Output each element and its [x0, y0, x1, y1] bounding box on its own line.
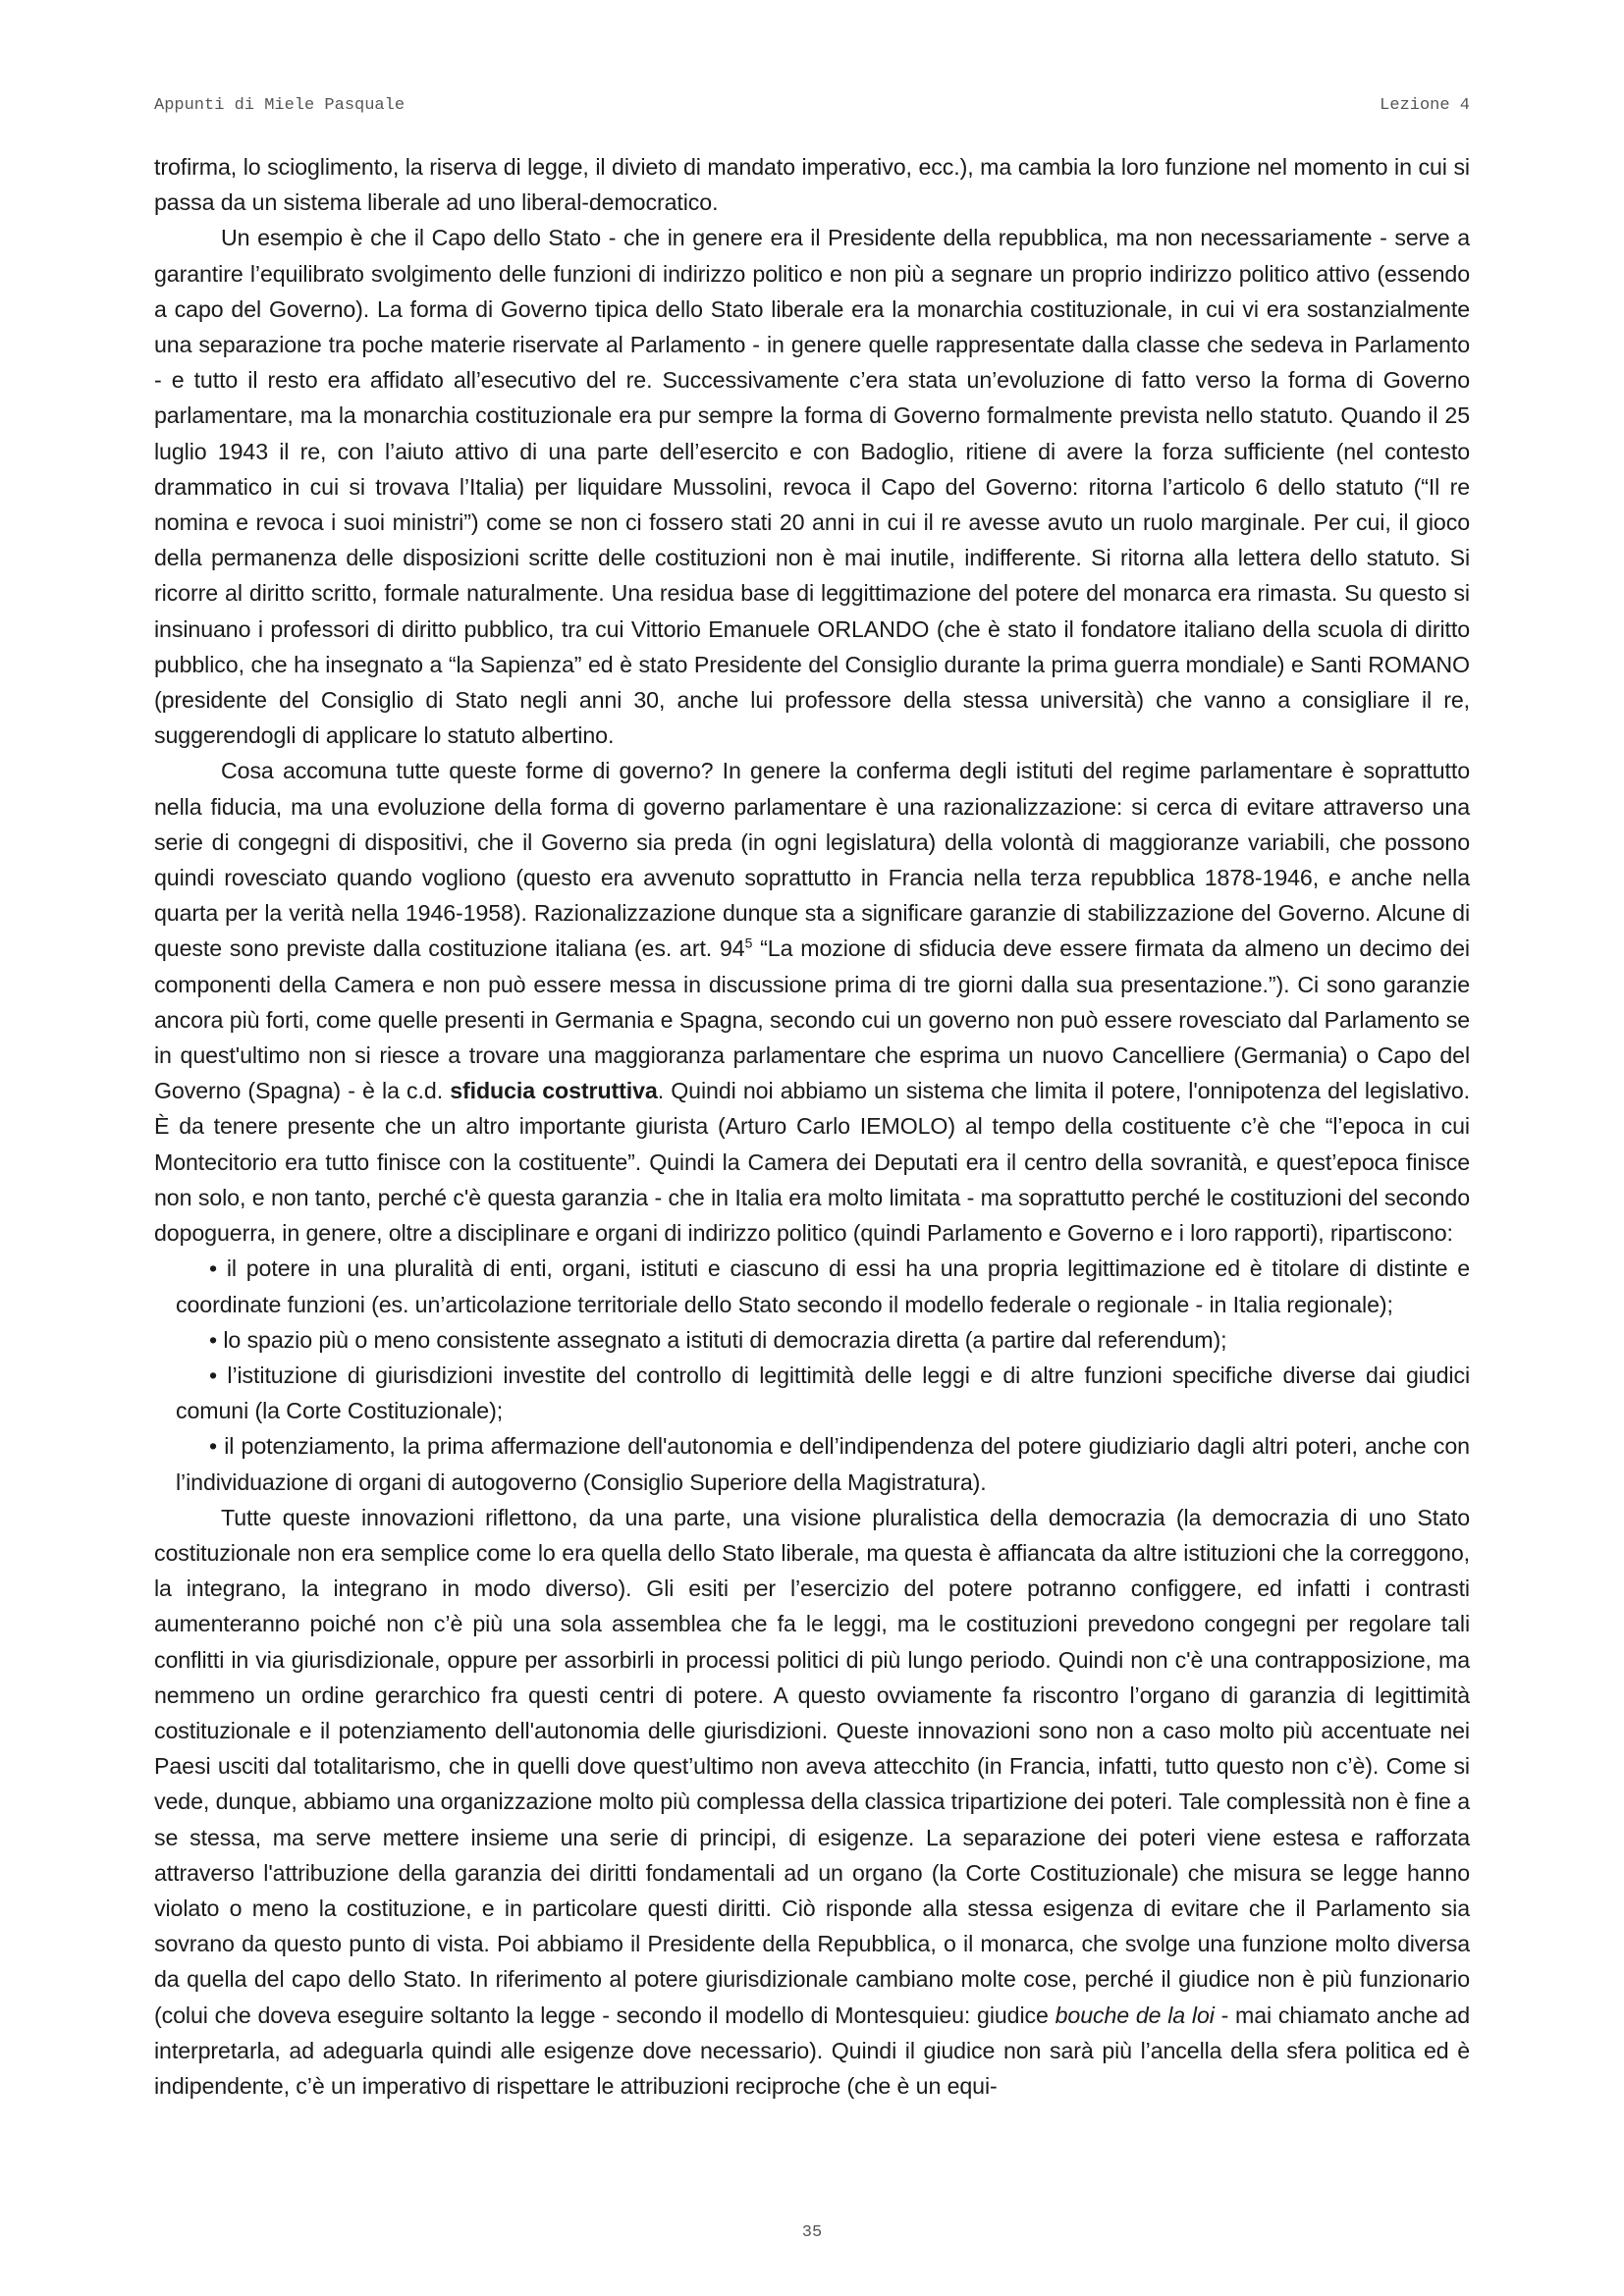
header-author: Appunti di Miele Pasquale: [154, 96, 406, 115]
footnote-reference[interactable]: 5: [744, 934, 753, 951]
bullet-list: [154, 1251, 1470, 1499]
paragraph-3-part-b: “La mozione di sfiducia deve essere firmata da almeno un decimo dei componenti della Camera e non può essere messa in discussione prima di tre giorni dalla sua presentazione.”). Ci sono garanzie ancora più forti, come quelle presenti in Germania e Spagna, secondo cui un governo non può essere rovesciato dal Parlamento se in quest'ultimo non si riesce a trovare una maggioranza parlamentare che esprima un nuovo Cancelliere (Germania) o Capo del Governo (Spagna) - è la c.d.: [154, 935, 1470, 1104]
page-number: 35: [801, 2223, 823, 2242]
header-lesson: Lezione 4: [1380, 96, 1470, 115]
paragraph-3-part-c: . Quindi noi abbiamo un sistema che limita il potere, l'onnipotenza del legislativo. È da tenere presente che un altro importante giurista (Arturo Carlo IEMOLO) al tempo della costituente c’è che “l’epoca in cui Montecitorio era tutto finisce con la costituente”. Quindi la Camera dei Deputati era il centro della sovranità, e quest’epoca finisce non solo, e non tanto, perché c'è questa garanzia - che in Italia era molto limitata - ma soprattutto perché le costituzioni del secondo dopoguerra, in genere, oltre a disciplinare e organi di indirizzo politico (quindi Parlamento e Governo e i loro rapporti), ripartiscono:: [154, 1078, 1470, 1247]
paragraph-4-part-b: - mai chiamato anche ad interpretarla, ad adeguarla quindi alle esigenze dove necessario). Quindi il giudice non sarà più l’ancella della sfera politica ed è indipendente, c’è un imperativo di rispettare le attribuzioni reciproche (che è un equi-: [154, 2002, 1470, 2099]
paragraph-3-part-a: Cosa accomuna tutte queste forme di governo? In genere la conferma degli istituti del regime parlamentare è soprattutto nella fiducia, ma una evoluzione della forma di governo parlamentare è una razionalizzazione: si cerca di evitare attraverso una serie di congegni di dispositivi, che il Governo sia preda (in ogni legislatura) della volontà di maggioranze variabili, che possono quindi rovesciato quando vogliono (questo era avvenuto soprattutto in Francia nella terza repubblica 1878-1946, e anche nella quarta per la verità nella 1946-1958). Razionalizzazione dunque sta a significare garanzie di stabilizzazione del Governo. Alcune di queste sono previste dalla costituzione italiana (es. art. 94: [154, 758, 1470, 962]
bullet-item: • il potere in una pluralità di enti, organi, istituti e ciascuno di essi ha una propria legittimazione ed è titolare di distinte e coordinate funzioni (es. un’articolazione territoriale dello Stato secondo il modello federale o regionale - in Italia regionale);: [154, 1251, 1470, 1321]
paragraph-3: [154, 753, 1470, 1251]
bullet-item: • lo spazio più o meno consistente assegnato a istituti di democrazia diretta (a partire dal referendum);: [154, 1322, 1470, 1358]
italic-term: bouche de la loi: [1055, 2002, 1215, 2028]
bullet-item: • l’istituzione di giurisdizioni investite del controllo di legittimità delle leggi e di altre funzioni specifiche diverse dai giudici comuni (la Corte Costituzionale);: [154, 1358, 1470, 1428]
paragraph-1: trofirma, lo scioglimento, la riserva di legge, il divieto di mandato imperativo, ecc.), ma cambia la loro funzione nel momento in cui si passa da un sistema liberale ad uno liberal-democratico.: [154, 154, 1470, 216]
bullet-item: • il potenziamento, la prima affermazione dell'autonomia e dell’indipendenza del potere giudiziario dagli altri poteri, anche con l’individuazione di organi di autogoverno (Consiglio Superiore della Magistratura).: [154, 1428, 1470, 1499]
bold-term: sfiducia costruttiva: [450, 1078, 658, 1104]
paragraph-4-part-a: Tutte queste innovazioni riflettono, da una parte, una visione pluralistica della democrazia (la democrazia di uno Stato costituzionale non era semplice come lo era quella dello Stato liberale, ma questa è affiancata da altre istituzioni che la correggono, la integrano, la integrano in modo diverso). Gli esiti per l’esercizio del potere potranno configgere, ed infatti i contrasti aumenteranno poiché non c’è più una sola assemblea che fa le leggi, ma le costituzioni prevedono congegni per regolare tali conflitti in via giurisdizionale, oppure per assorbirli in processi politici di più lungo periodo. Quindi non c'è una contrapposizione, ma nemmeno un ordine gerarchico fra questi centri di potere. A questo ovviamente fa riscontro l’organo di garanzia di legittimità costituzionale e il potenziamento dell'autonomia delle giurisdizioni. Queste innovazioni sono non a caso molto più accentuate nei Paesi usciti dal totalitarismo, che in quelli dove quest’ultimo non aveva attecchito (in Francia, infatti, tutto questo non c’è). Come si vede, dunque, abbiamo una organizzazione molto più complessa della classica tripartizione dei poteri. Tale complessità non è fine a se stessa, ma serve mettere insieme una serie di principi, di esigenze. La separazione dei poteri viene estesa e rafforzata attraverso l'attribuzione della garanzia dei diritti fondamentali ad un organo (la Corte Costituzionale) che misura se legge hanno violato o meno la costituzione, e in particolare questi diritti. Ciò risponde alla stessa esigenza di evitare che il Parlamento sia sovrano da questo punto di vista. Poi abbiamo il Presidente della Repubblica, o il monarca, che svolge una funzione molto diversa da quella del capo dello Stato. In riferimento al potere giurisdizionale cambiano molte cose, perché il giudice non è più funzionario (colui che doveva eseguire soltanto la legge - secondo il modello di Montesquieu: giudice: [154, 1504, 1470, 2028]
running-header: [154, 96, 1470, 115]
body-text: [154, 149, 1470, 2104]
paragraph-2: Un esempio è che il Capo dello Stato - che in genere era il Presidente della repubblica, ma non necessariamente - serve a garantire l’equilibrato svolgimento delle funzioni di indirizzo politico e non più a segnare un proprio indirizzo politico attivo (essendo a capo del Governo). La forma di Governo tipica dello Stato liberale era la monarchia costituzionale, in cui vi era sostanzialmente una separazione tra poche materie riservate al Parlamento - in genere quelle rappresentate dalla classe che sedeva in Parlamento - e tutto il resto era affidato all’esecutivo del re. Successivamente c’era stata un’evoluzione di fatto verso la forma di Governo parlamentare, ma la monarchia costituzionale era pur sempre la forma di Governo formalmente prevista nello statuto. Quando il 25 luglio 1943 il re, con l’aiuto attivo di una parte dell’esercito e con Badoglio, ritiene di avere la forza sufficiente (nel contesto drammatico in cui si trovava l’Italia) per liquidare Mussolini, revoca il Capo del Governo: ritorna l’articolo 6 dello statuto (“Il re nomina e revoca i suoi ministri”) come se non ci fossero stati 20 anni in cui il re avesse avuto un ruolo marginale. Per cui, il gioco della permanenza delle disposizioni scritte delle costituzioni non è mai inutile, indifferente. Si ritorna alla lettera dello statuto. Si ricorre al diritto scritto, formale naturalmente. Una residua base di leggittimazione del potere del monarca era rimasta. Su questo si insinuano i professori di diritto pubblico, tra cui Vittorio Emanuele ORLANDO (che è stato il fondatore italiano della scuola di diritto pubblico, che ha insegnato a “la Sapienza” ed è stato Presidente del Consiglio durante la prima guerra mondiale) e Santi ROMANO (presidente del Consiglio di Stato negli anni 30, anche lui professore della stessa università) che vanno a consigliare il re, suggerendogli di applicare lo statuto albertino.: [154, 225, 1470, 749]
paragraph-4: [154, 1500, 1470, 2104]
